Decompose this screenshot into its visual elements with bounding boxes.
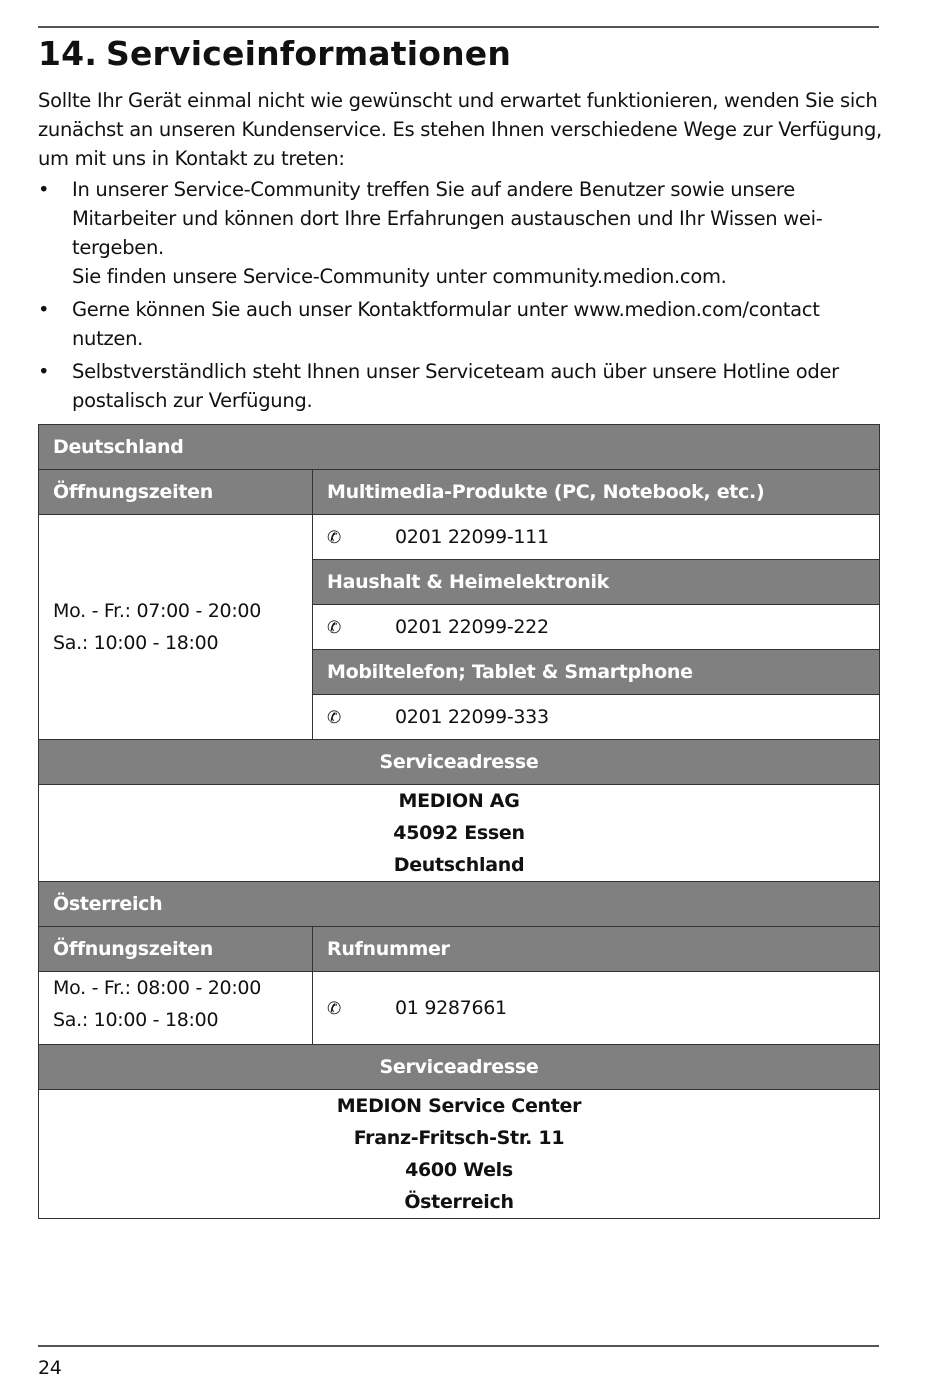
list-item: [38, 295, 883, 353]
intro-paragraph: Sollte Ihr Gerät einmal nicht wie gewünscht und erwartet funktionieren, wenden Sie sich zunächst an unseren Kundenservice. Es stehen Ihnen verschiedene Wege zur Verfügung, um mit uns in Kontakt zu treten:: [38, 89, 882, 170]
service-address-cell: [39, 1090, 880, 1219]
product-group-header: Mobiltelefon; Tablet & Smartphone: [313, 650, 880, 695]
bullet-text: In unserer Service-Community treffen Sie auf andere Benutzer sowie unsere Mitarbeiter und können dort Ihre Erfahrungen austauschen und Ihr Wissen weitergeben.: [72, 178, 823, 259]
section-number: 14.: [38, 34, 98, 73]
opening-hours-cell: [39, 515, 313, 740]
section-title-text: Serviceinformationen: [106, 34, 512, 73]
address-header-row: [39, 1045, 880, 1090]
hours-header: Öffnungszeiten: [39, 927, 313, 972]
telephone-icon: ✆: [327, 528, 341, 548]
product-group-header: Haushalt & Heimelektronik: [313, 560, 880, 605]
phone-header: Rufnummer: [313, 927, 880, 972]
section-title: [38, 34, 511, 74]
country-name-de: Deutschland: [39, 425, 880, 470]
address-line: 45092 Essen: [393, 822, 525, 844]
bullet-marker: •: [38, 360, 50, 383]
service-address-header: Serviceadresse: [39, 1045, 880, 1090]
service-contact-table: [38, 424, 880, 1219]
address-line: Österreich: [404, 1191, 514, 1213]
bullet-marker: •: [38, 178, 50, 201]
table-row: [39, 1090, 880, 1219]
list-item: [38, 357, 883, 415]
table-row: [39, 515, 880, 560]
address-line: MEDION AG: [398, 790, 520, 812]
page-number: 24: [38, 1357, 62, 1379]
hours-header: Öffnungszeiten: [39, 470, 313, 515]
service-address-header: Serviceadresse: [39, 740, 880, 785]
telephone-icon: ✆: [327, 618, 341, 638]
bottom-rule: [38, 1345, 879, 1347]
hours-saturday: Sa.: 10:00 - 18:00: [53, 1009, 219, 1031]
phone-cell: [313, 605, 880, 650]
phone-cell: [313, 695, 880, 740]
bullet-marker: •: [38, 298, 50, 321]
country-header-row: [39, 882, 880, 927]
list-item: [38, 175, 883, 291]
bullet-text: Selbstverständlich steht Ihnen unser Serviceteam auch über unsere Hotline oder postalisch zur Verfügung.: [72, 360, 839, 412]
telephone-icon: ✆: [327, 999, 341, 1019]
address-line: 4600 Wels: [405, 1159, 513, 1181]
table-header-row: [39, 470, 880, 515]
hours-saturday: Sa.: 10:00 - 18:00: [53, 632, 219, 654]
service-address-cell: [39, 785, 880, 882]
address-header-row: [39, 740, 880, 785]
hours-weekdays: Mo. - Fr.: 08:00 - 20:00: [53, 977, 261, 999]
address-line: MEDION Service Center: [336, 1095, 582, 1117]
phone-number[interactable]: 0201 22099-111: [395, 526, 549, 548]
bullet-text: Gerne können Sie auch unser Kontaktformular unter www.medion.com/contact nutzen.: [72, 298, 820, 350]
bullet-subtext: Sie finden unsere Service-Community unter community.medion.com.: [72, 265, 727, 288]
phone-cell: [313, 515, 880, 560]
table-row: [39, 785, 880, 882]
address-line: Franz-Fritsch-Str. 11: [353, 1127, 565, 1149]
product-group-header: Multimedia-Produkte (PC, Notebook, etc.): [313, 470, 880, 515]
table-row: [39, 972, 880, 1045]
address-line: Deutschland: [393, 854, 525, 876]
phone-number[interactable]: 0201 22099-333: [395, 706, 549, 728]
contact-options-list: [38, 175, 883, 419]
country-header-row: [39, 425, 880, 470]
hours-weekdays: Mo. - Fr.: 07:00 - 20:00: [53, 600, 261, 622]
table-header-row: [39, 927, 880, 972]
opening-hours-cell: [39, 972, 313, 1045]
telephone-icon: ✆: [327, 708, 341, 728]
country-name-at: Österreich: [39, 882, 880, 927]
phone-cell: [313, 972, 880, 1045]
phone-number[interactable]: 01 9287661: [395, 997, 507, 1019]
top-rule: [38, 26, 879, 28]
phone-number[interactable]: 0201 22099-222: [395, 616, 549, 638]
